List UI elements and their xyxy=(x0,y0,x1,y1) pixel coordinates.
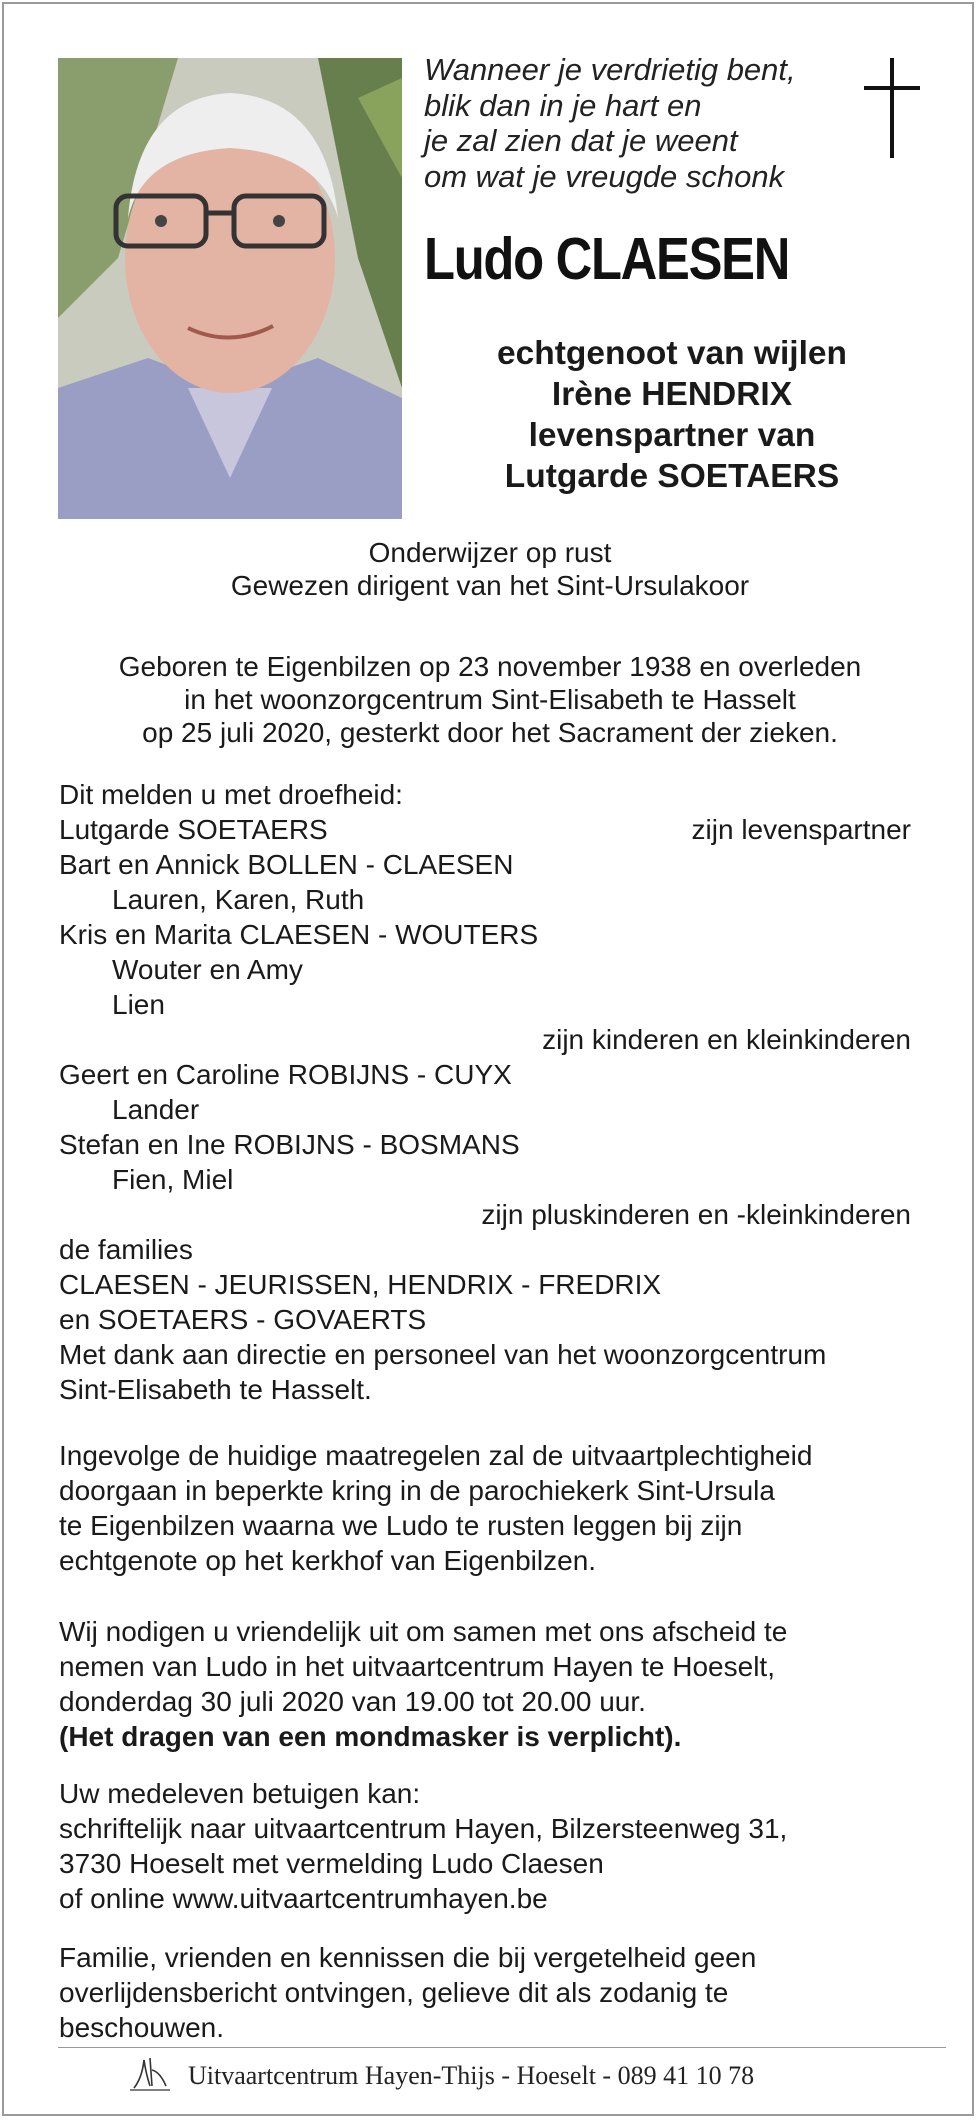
farewell-line: Wij nodigen u vriendelijk uit om samen met ons afscheid te xyxy=(59,1616,788,1647)
occupation-line: Onderwijzer op rust xyxy=(368,537,612,568)
birth-death-line: op 25 juli 2020, gesterkt door het Sacrament der zieken. xyxy=(142,717,838,748)
farewell-line: nemen van Ludo in het uitvaartcentrum Hayen te Hoeselt, xyxy=(59,1651,775,1682)
condolences-line: schriftelijk naar uitvaartcentrum Hayen, Bilzersteenweg 31, xyxy=(59,1813,788,1844)
condolences-line: of online www.uitvaartcentrumhayen.be xyxy=(59,1883,548,1914)
portrait-photo xyxy=(58,58,402,519)
poem-line: Wanneer je verdrietig bent, xyxy=(424,52,796,87)
poem-line: om wat je vreugde schonk xyxy=(424,158,785,194)
ceremony-line: Ingevolge de huidige maatregelen zal de uitvaartplechtigheid xyxy=(59,1440,813,1471)
closing-block xyxy=(59,1940,939,2045)
closing-line: overlijdensbericht ontvingen, gelieve dit als zodanig te xyxy=(59,1977,729,2008)
condolences-line: Uw medeleven betuigen kan: xyxy=(59,1778,421,1809)
relation-line: Irène HENDRIX xyxy=(551,376,793,413)
mask-notice: (Het dragen van een mondmasker is verplicht). xyxy=(59,1721,682,1752)
thanks-line: Met dank aan directie en personeel van het woonzorgcentrum xyxy=(59,1339,827,1370)
poem-line: blik dan in je hart en xyxy=(424,87,702,123)
ceremony-line: doorgaan in beperkte kring in de parochiekerk Sint-Ursula xyxy=(59,1475,775,1506)
mourners-list xyxy=(59,777,929,1407)
partner-name: Lutgarde SOETAERS xyxy=(59,814,328,845)
families-line: en SOETAERS - GOVAERTS xyxy=(59,1304,427,1335)
ceremony-line: te Eigenbilzen waarna we Ludo te rusten leggen bij zijn xyxy=(59,1510,743,1541)
ceremony-line: echtgenote op het kerkhof van Eigenbilzen. xyxy=(59,1545,597,1576)
stepchild-name: Geert en Caroline ROBIJNS - CUYX xyxy=(59,1059,512,1090)
mourners-intro: Dit melden u met droefheid: xyxy=(59,779,403,810)
partner-role: zijn levenspartner xyxy=(691,814,911,845)
families-line: CLAESEN - JEURISSEN, HENDRIX - FREDRIX xyxy=(59,1269,662,1300)
birth-death-line: in het woonzorgcentrum Sint-Elisabeth te Hasselt xyxy=(184,684,796,715)
poem-line: je zal zien dat je weent xyxy=(424,123,738,158)
child-name: Bart en Annick BOLLEN - CLAESEN xyxy=(59,849,514,880)
grandchildren: Lauren, Karen, Ruth xyxy=(112,884,365,915)
occupation-block xyxy=(40,536,940,602)
closing-line: Familie, vrienden en kennissen die bij vergetelheid geen xyxy=(59,1942,757,1973)
birth-death-block xyxy=(40,650,940,749)
grandchildren: Lien xyxy=(112,989,165,1020)
closing-line: beschouwen. xyxy=(59,2012,225,2043)
condolences-line: 3730 Hoeselt met vermelding Ludo Claesen xyxy=(59,1848,604,1879)
children-role: zijn kinderen en kleinkinderen xyxy=(542,1024,911,1055)
footer-divider xyxy=(58,2047,946,2048)
thanks-line: Sint-Elisabeth te Hasselt. xyxy=(59,1374,372,1405)
partner-row xyxy=(59,812,929,847)
cross-icon xyxy=(864,58,920,158)
relation-line: Lutgarde SOETAERS xyxy=(504,458,840,495)
step-grandchildren: Lander xyxy=(112,1094,200,1125)
child-name: Kris en Marita CLAESEN - WOUTERS xyxy=(59,919,539,950)
relations-block xyxy=(424,333,920,497)
relation-line: echtgenoot van wijlen xyxy=(497,335,847,372)
condolences-block xyxy=(59,1776,939,1916)
farewell-line: donderdag 30 juli 2020 van 19.00 tot 20.00 uur. xyxy=(59,1686,646,1717)
ceremony-block xyxy=(59,1438,939,1578)
footer-text: Uitvaartcentrum Hayen-Thijs - Hoeselt - 089 41 10 78 xyxy=(188,2061,755,2090)
occupation-line: Gewezen dirigent van het Sint-Ursulakoor xyxy=(230,570,750,601)
poem xyxy=(424,52,796,194)
birth-death-line: Geboren te Eigenbilzen op 23 november 1938 en overleden xyxy=(118,651,862,682)
families-label: de families xyxy=(59,1234,193,1265)
grandchildren: Wouter en Amy xyxy=(112,954,303,985)
step-grandchildren: Fien, Miel xyxy=(112,1164,234,1195)
relation-line: levenspartner van xyxy=(528,417,816,454)
funeral-home-logo-icon xyxy=(128,2050,172,2094)
deceased-name: Ludo CLAESEN xyxy=(424,226,790,292)
stepchild-name: Stefan en Ine ROBIJNS - BOSMANS xyxy=(59,1129,520,1160)
stepchildren-role: zijn pluskinderen en -kleinkinderen xyxy=(481,1199,911,1230)
farewell-block xyxy=(59,1614,939,1754)
